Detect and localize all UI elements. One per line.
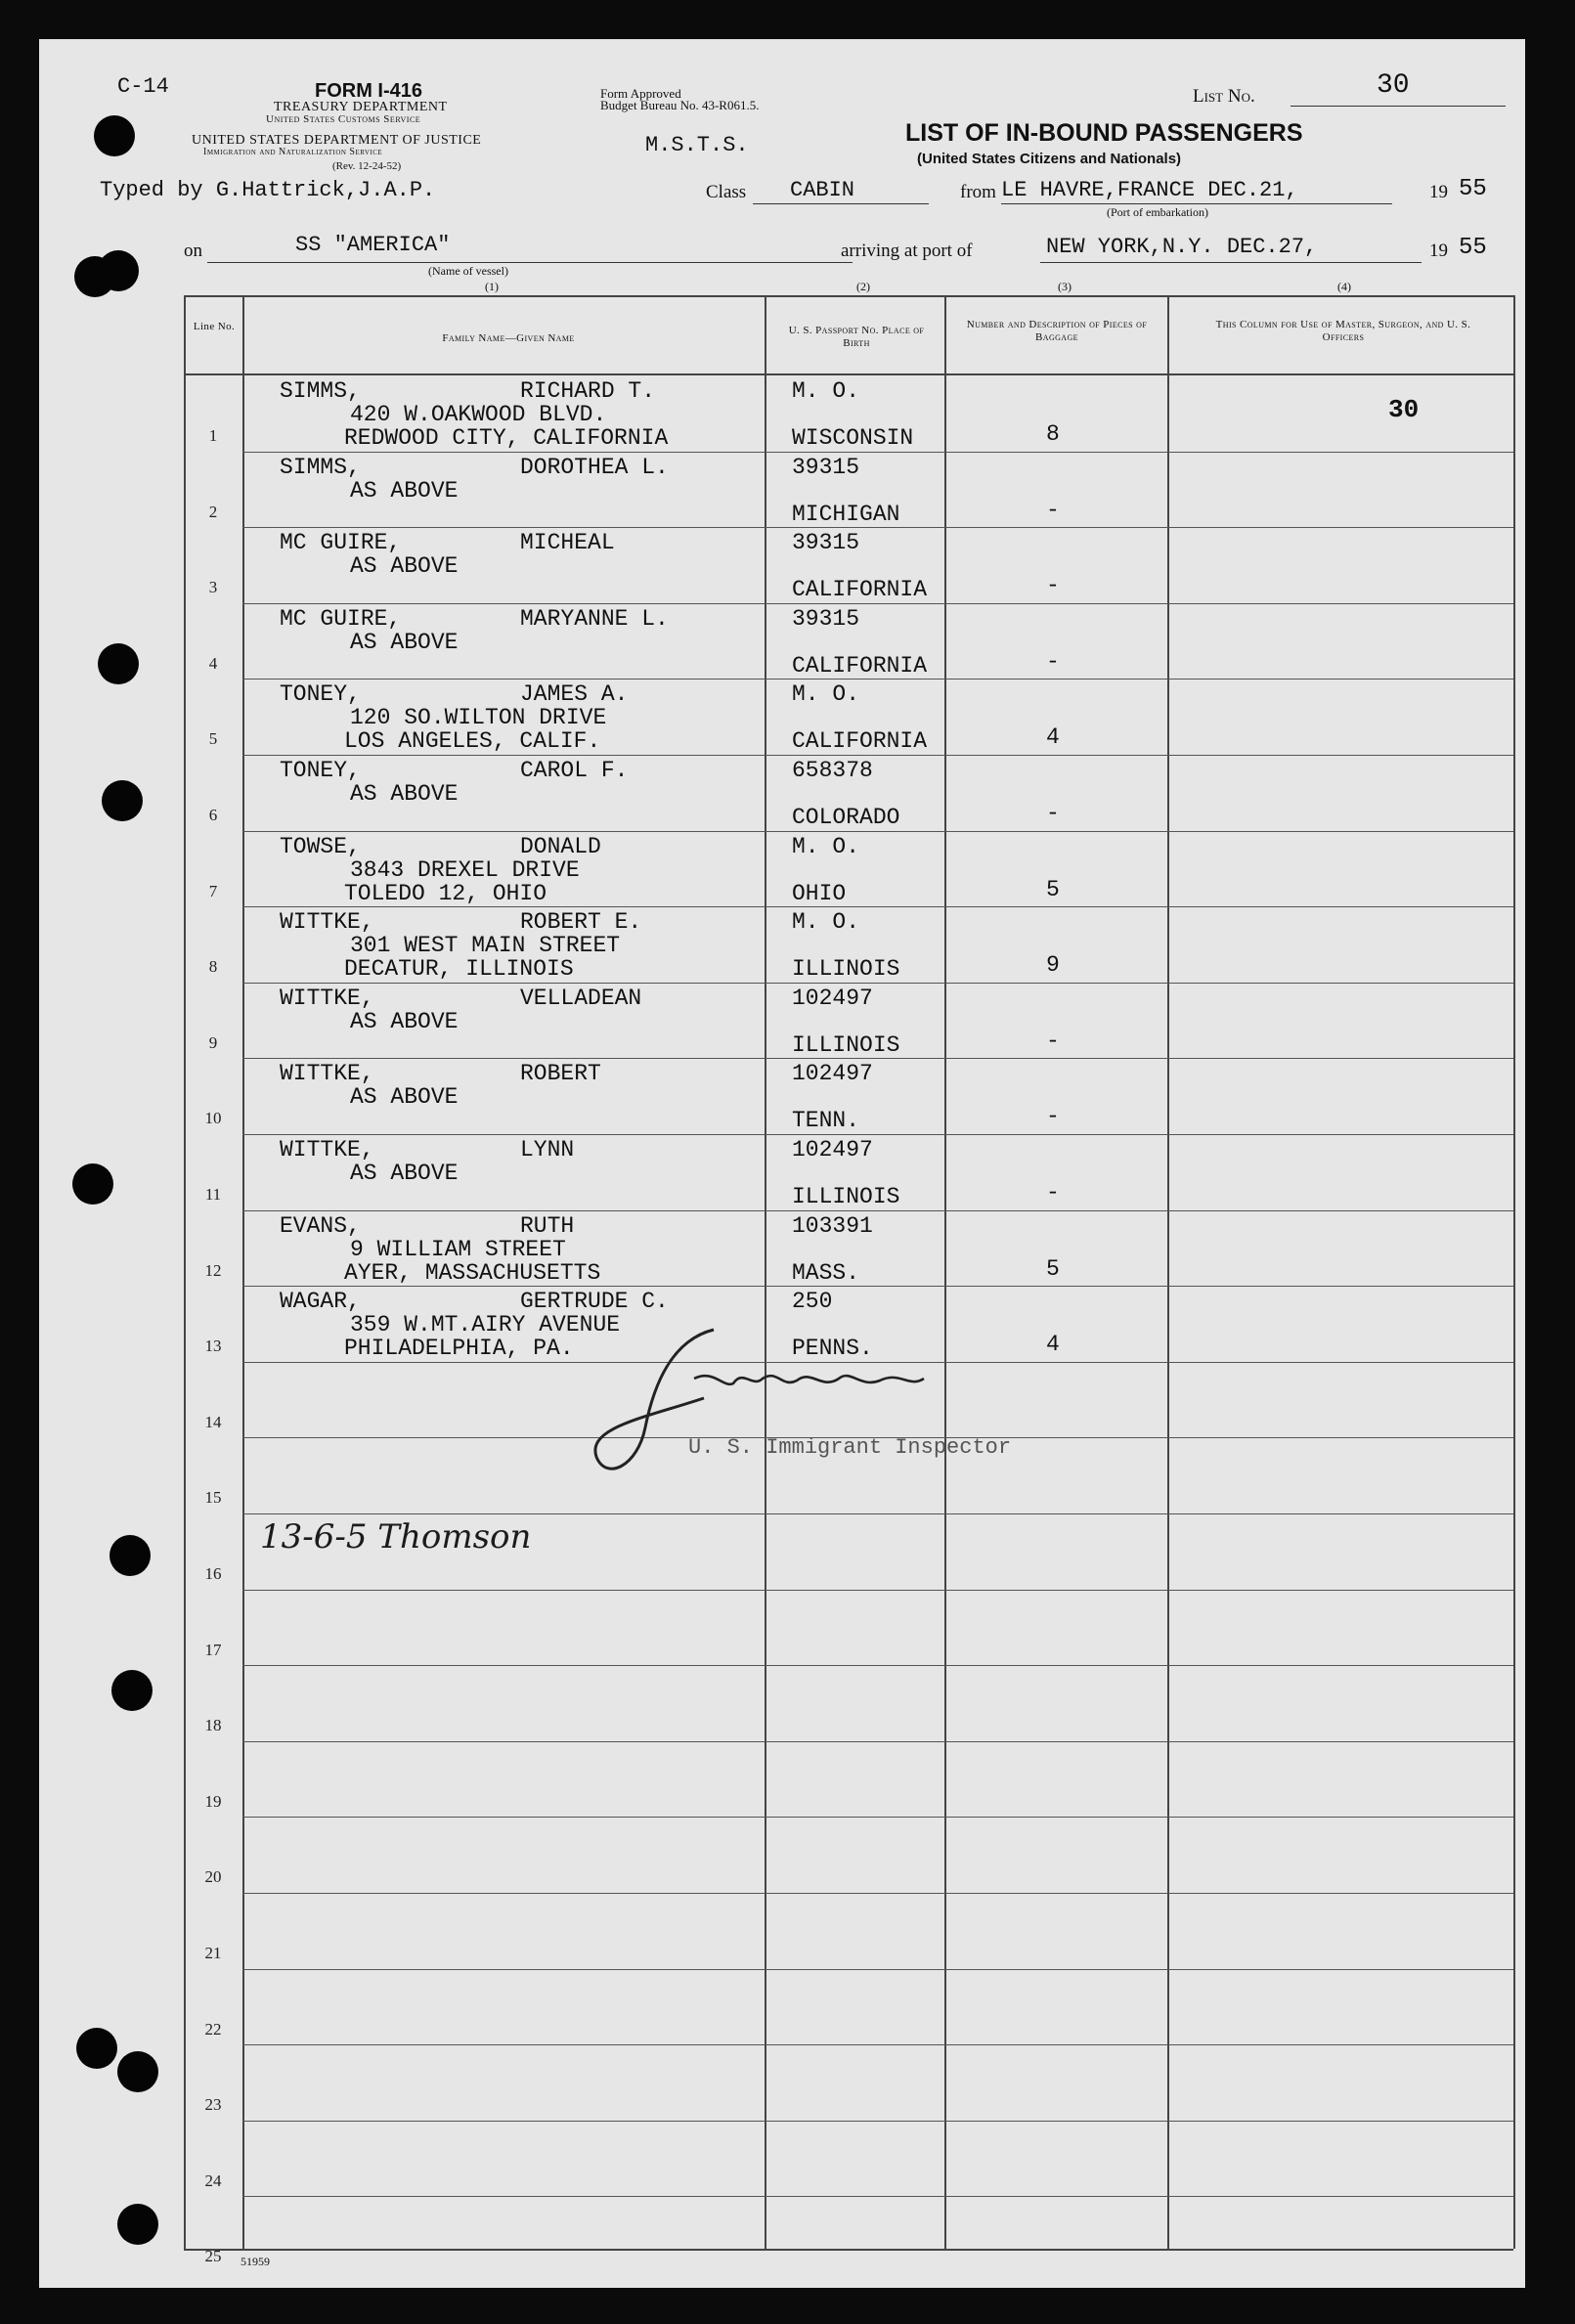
row-divider <box>242 983 1513 984</box>
place-of-birth: ILLINOIS <box>792 1031 900 1058</box>
row-divider <box>242 1513 1513 1514</box>
row-divider <box>242 1058 1513 1059</box>
row-number: 2 <box>208 502 218 521</box>
row-number: 20 <box>204 1867 222 1887</box>
col3-num: (3) <box>1058 280 1072 293</box>
baggage-count: 5 <box>1046 1255 1060 1282</box>
address-line-2: PHILADELPHIA, PA. <box>344 1336 574 1362</box>
place-of-birth: TENN. <box>792 1108 860 1134</box>
from-value: LE HAVRE,FRANCE DEC.21, <box>1001 178 1298 202</box>
given-name: LYNN <box>520 1137 575 1162</box>
dept-justice: UNITED STATES DEPARTMENT OF JUSTICE <box>192 133 482 148</box>
row-number: 24 <box>204 2171 222 2190</box>
row-number: 23 <box>204 2095 222 2115</box>
passport-number: 102497 <box>792 1137 873 1162</box>
row-divider <box>242 2121 1513 2122</box>
given-name: JAMES A. <box>520 681 629 708</box>
row-number: 8 <box>208 957 218 977</box>
row-divider <box>242 1590 1513 1591</box>
passport-number: 103391 <box>792 1212 873 1239</box>
row-divider <box>242 1286 1513 1287</box>
year-value: 55 <box>1459 176 1487 202</box>
page-subtitle: (United States Citizens and Nationals) <box>917 151 1182 167</box>
baggage-count: 5 <box>1046 876 1060 902</box>
dept-immigration: Immigration and Naturalization Service <box>203 147 383 157</box>
year-value-2: 55 <box>1459 235 1487 261</box>
place-of-birth: CALIFORNIA <box>792 652 928 679</box>
vessel-note: (Name of vessel) <box>428 264 508 278</box>
punch-hole <box>76 2028 117 2069</box>
row-divider <box>242 1741 1513 1742</box>
row-divider <box>242 603 1513 604</box>
address-line-1: 3843 DREXEL DRIVE <box>350 856 580 883</box>
inspector-label: U. S. Immigrant Inspector <box>688 1435 1012 1460</box>
place-of-birth: PENNS. <box>792 1336 873 1362</box>
passport-number: 39315 <box>792 530 860 556</box>
address-line-1: AS ABOVE <box>350 1161 459 1186</box>
row-divider <box>242 452 1513 453</box>
row-divider <box>242 1134 1513 1135</box>
place-of-birth: ILLINOIS <box>792 956 900 983</box>
year-prefix: 19 <box>1429 182 1448 202</box>
vessel-name: SS "AMERICA" <box>295 233 451 257</box>
row-divider <box>242 1210 1513 1211</box>
form-paper <box>39 39 1525 2288</box>
address-line-1: AS ABOVE <box>350 629 459 655</box>
family-name: WITTKE, <box>280 1061 374 1087</box>
row-divider <box>242 2196 1513 2197</box>
list-no-label: List No. <box>1193 86 1255 107</box>
given-name: CAROL F. <box>520 758 629 783</box>
place-of-birth: CALIFORNIA <box>792 577 928 603</box>
family-name: EVANS, <box>280 1212 361 1239</box>
list-code: C-14 <box>117 74 169 99</box>
punch-hole <box>72 1163 113 1205</box>
punch-hole <box>102 780 143 821</box>
handwritten-tally: 13-6-5 Thomson <box>260 1517 532 1557</box>
passport-number: M. O. <box>792 681 860 708</box>
dept-customs: United States Customs Service <box>266 113 421 125</box>
officer-note: 30 <box>1388 395 1420 424</box>
passport-number: 39315 <box>792 605 860 632</box>
address-line-1: AS ABOVE <box>350 553 459 580</box>
given-name: RICHARD T. <box>520 378 656 404</box>
col-header-baggage: Number and Description of Pieces of Baggage <box>966 319 1148 343</box>
col1-num: (1) <box>485 280 499 293</box>
place-of-birth: MASS. <box>792 1259 860 1286</box>
col-header-line: Line No. <box>193 321 236 332</box>
baggage-count: 4 <box>1046 724 1060 751</box>
baggage-count: 8 <box>1046 421 1060 447</box>
inspector-signature <box>587 1310 1017 1496</box>
list-no-value: 30 <box>1377 70 1410 101</box>
family-name: SIMMS, <box>280 454 361 480</box>
place-of-birth: MICHIGAN <box>792 501 900 527</box>
row-number: 11 <box>204 1185 222 1204</box>
col-header-passport: U. S. Passport No. Place of Birth <box>788 325 925 349</box>
row-number: 12 <box>204 1260 222 1280</box>
footer-code: 51959 <box>241 2255 270 2268</box>
row-number: 14 <box>204 1412 222 1431</box>
from-label: from <box>960 182 996 202</box>
punch-hole <box>98 643 139 684</box>
family-name: WAGAR, <box>280 1289 361 1315</box>
baggage-count: - <box>1046 1104 1060 1130</box>
col4-num: (4) <box>1337 280 1351 293</box>
address-line-1: 120 SO.WILTON DRIVE <box>350 705 607 731</box>
passport-number: 250 <box>792 1289 833 1315</box>
col-header-officers: This Column for Use of Master, Surgeon, and U. S. Officers <box>1215 319 1471 343</box>
row-number: 7 <box>208 881 218 900</box>
row-divider <box>242 679 1513 680</box>
address-line-1: 301 WEST MAIN STREET <box>350 933 621 959</box>
place-of-birth: OHIO <box>792 880 847 906</box>
passport-number: 658378 <box>792 758 873 783</box>
col2-num: (2) <box>856 280 870 293</box>
row-number: 16 <box>204 1564 222 1583</box>
form-revision: (Rev. 12-24-52) <box>332 160 402 172</box>
address-line-1: AS ABOVE <box>350 1008 459 1034</box>
given-name: GERTRUDE C. <box>520 1289 669 1315</box>
place-of-birth: WISCONSIN <box>792 425 914 451</box>
address-line-1: 420 W.OAKWOOD BLVD. <box>350 402 607 427</box>
punch-hole <box>98 250 139 291</box>
row-divider <box>242 755 1513 756</box>
family-name: TONEY, <box>280 681 361 708</box>
dept-treasury: TREASURY DEPARTMENT <box>274 100 448 114</box>
punch-hole <box>109 1535 151 1576</box>
address-line-1: AS ABOVE <box>350 477 459 504</box>
address-line-2: REDWOOD CITY, CALIFORNIA <box>344 425 669 451</box>
row-divider <box>242 1969 1513 1970</box>
row-number: 4 <box>208 653 218 673</box>
form-approved: Form Approved <box>600 86 681 101</box>
baggage-count: - <box>1046 801 1060 826</box>
on-label: on <box>184 241 202 261</box>
row-number: 17 <box>204 1640 222 1659</box>
given-name: ROBERT <box>520 1061 601 1087</box>
address-line-1: 9 WILLIAM STREET <box>350 1236 566 1262</box>
given-name: DOROTHEA L. <box>520 454 669 480</box>
embark-note: (Port of embarkation) <box>1107 205 1208 219</box>
year-prefix-2: 19 <box>1429 241 1448 261</box>
punch-hole <box>94 115 135 156</box>
baggage-count: - <box>1046 1028 1060 1054</box>
given-name: VELLADEAN <box>520 985 642 1011</box>
address-line-1: AS ABOVE <box>350 1084 459 1111</box>
given-name: ROBERT E. <box>520 909 642 936</box>
family-name: WITTKE, <box>280 985 374 1011</box>
address-line-1: AS ABOVE <box>350 781 459 807</box>
punch-hole <box>117 2051 158 2092</box>
punch-hole <box>111 1670 153 1711</box>
row-number: 1 <box>208 426 218 445</box>
family-name: MC GUIRE, <box>280 605 402 632</box>
row-number: 15 <box>204 1488 222 1508</box>
family-name: WITTKE, <box>280 1137 374 1162</box>
punch-hole <box>117 2204 158 2245</box>
family-name: TOWSE, <box>280 833 361 859</box>
row-number: 5 <box>208 729 218 749</box>
baggage-count: - <box>1046 648 1060 675</box>
msts-label: M.S.T.S. <box>645 133 749 157</box>
row-divider <box>242 906 1513 907</box>
family-name: TONEY, <box>280 758 361 783</box>
arriving-label: arriving at port of <box>841 241 973 261</box>
place-of-birth: CALIFORNIA <box>792 728 928 755</box>
family-name: MC GUIRE, <box>280 530 402 556</box>
given-name: MARYANNE L. <box>520 605 669 632</box>
address-line-2: DECATUR, ILLINOIS <box>344 956 574 983</box>
family-name: WITTKE, <box>280 909 374 936</box>
row-divider <box>242 527 1513 528</box>
row-number: 13 <box>204 1337 222 1356</box>
passport-number: 102497 <box>792 985 873 1011</box>
baggage-count: - <box>1046 1180 1060 1206</box>
budget-bureau: Budget Bureau No. 43-R061.5. <box>600 98 760 112</box>
col-header-name: Family Name—Given Name <box>442 332 575 344</box>
baggage-count: 9 <box>1046 952 1060 979</box>
row-number: 9 <box>208 1032 218 1052</box>
passport-number: M. O. <box>792 833 860 859</box>
address-line-1: 359 W.MT.AIRY AVENUE <box>350 1312 621 1338</box>
row-number: 3 <box>208 578 218 597</box>
row-divider <box>242 1665 1513 1666</box>
given-name: MICHEAL <box>520 530 615 556</box>
row-divider <box>242 1817 1513 1818</box>
row-divider <box>242 1893 1513 1894</box>
class-label: Class <box>706 182 747 202</box>
address-line-2: AYER, MASSACHUSETTS <box>344 1259 601 1286</box>
row-number: 21 <box>204 1944 222 1962</box>
row-number: 19 <box>204 1791 222 1811</box>
row-number: 25 <box>204 2247 222 2266</box>
address-line-2: LOS ANGELES, CALIF. <box>344 728 601 755</box>
form-number: FORM I-416 <box>315 80 423 102</box>
row-divider <box>242 2044 1513 2045</box>
class-value: CABIN <box>790 178 855 202</box>
row-number: 10 <box>204 1109 222 1128</box>
row-number: 22 <box>204 2019 222 2039</box>
baggage-count: - <box>1046 497 1060 523</box>
passport-number: M. O. <box>792 909 860 936</box>
row-number: 18 <box>204 1716 222 1735</box>
passport-number: M. O. <box>792 378 860 404</box>
arriving-value: NEW YORK,N.Y. DEC.27, <box>1046 235 1318 259</box>
baggage-count: - <box>1046 573 1060 599</box>
passport-number: 39315 <box>792 454 860 480</box>
given-name: DONALD <box>520 833 601 859</box>
passport-number: 102497 <box>792 1061 873 1087</box>
page-title: LIST OF IN-BOUND PASSENGERS <box>905 119 1303 147</box>
place-of-birth: ILLINOIS <box>792 1184 900 1209</box>
place-of-birth: COLORADO <box>792 805 900 830</box>
address-line-2: TOLEDO 12, OHIO <box>344 880 547 906</box>
given-name: RUTH <box>520 1212 575 1239</box>
family-name: SIMMS, <box>280 378 361 404</box>
baggage-count: 4 <box>1046 1332 1060 1358</box>
row-number: 6 <box>208 806 218 824</box>
typed-by: Typed by G.Hattrick,J.A.P. <box>100 178 436 202</box>
row-divider <box>242 831 1513 832</box>
